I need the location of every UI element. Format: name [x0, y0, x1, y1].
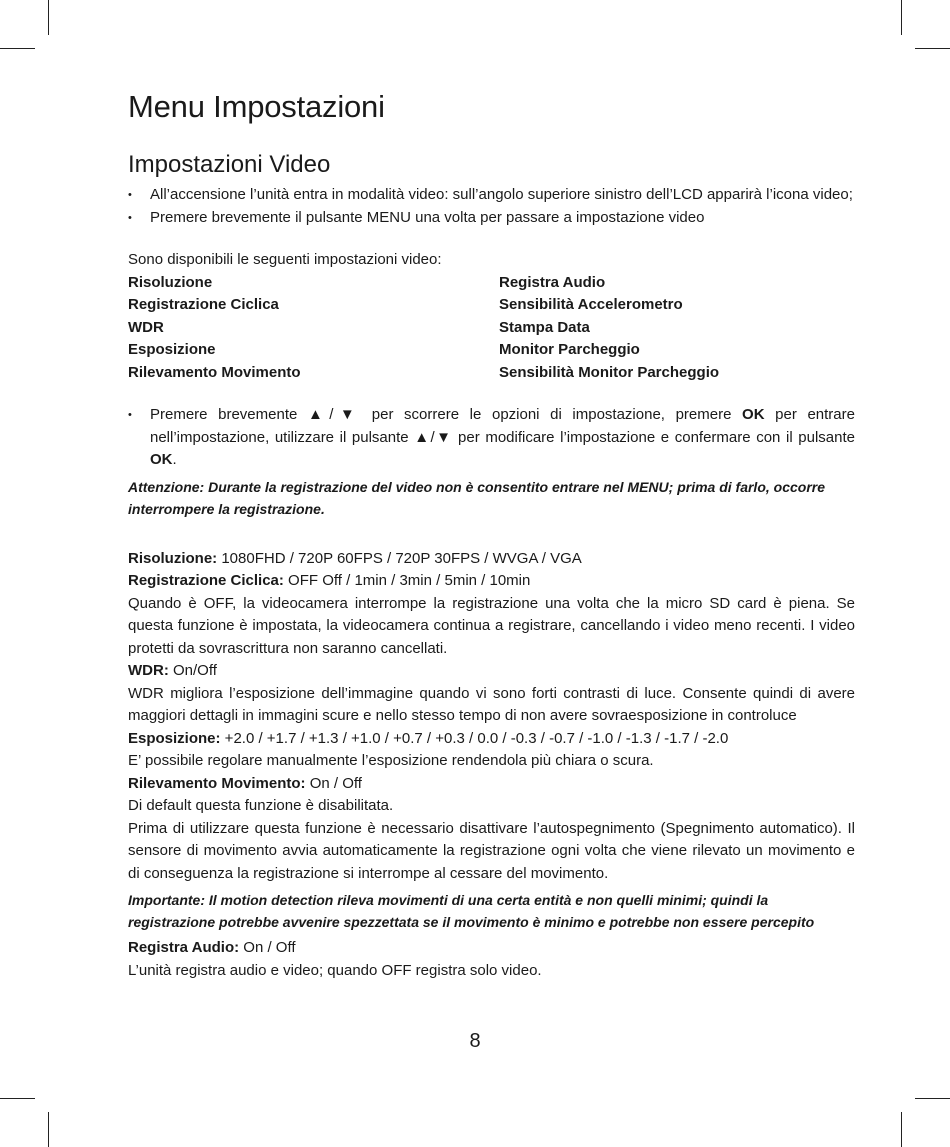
section-title: Impostazioni Video: [128, 151, 331, 178]
crop-mark: [915, 48, 950, 49]
important-note: Importante: Il motion detection rileva movimenti di una certa entità e non quelli minimi; quindi la registrazione potrebbe avvenire spezzettata se il movimento è minimo e potrebbe non essere percepito: [128, 892, 815, 930]
wdr-description: WDR migliora l’esposizione dell’immagine quando vi sono forti contrasti di luce. Consente quindi di avere maggiori dettagli in immagini scure e nello stesso tempo di non avere sovraesposizione in controluce: [128, 684, 855, 724]
crop-mark: [901, 0, 902, 35]
up-down-arrows-icon: ▲/▼: [307, 406, 362, 423]
setting-item: Stampa Data: [499, 318, 590, 336]
nav-instructions: [128, 404, 855, 472]
motion-line: Rilevamento Movimento: On / Off: [128, 774, 362, 792]
setting-item: Monitor Parcheggio: [499, 341, 640, 358]
setting-item: Sensibilità Monitor Parcheggio: [499, 363, 720, 381]
page-title: Menu Impostazioni: [128, 89, 385, 124]
warning-note: Attenzione: Durante la registrazione del video non è consentito entrare nel MENU; prima di farlo, occorre interrompere la registrazione.: [128, 478, 826, 517]
audio-line: Registra Audio: On / Off: [128, 939, 296, 956]
list-item: • Premere brevemente il pulsante MENU una volta per passare a impostazione video: [128, 207, 855, 230]
page-number: 8: [469, 1030, 481, 1052]
resolution-line: Risoluzione: 1080FHD / 720P 60FPS / 720P 30FPS / WVGA / VGA: [128, 549, 582, 567]
crop-mark: [0, 1098, 35, 1099]
setting-item: Esposizione: [128, 341, 216, 358]
exposure-description: E’ possibile regolare manualmente l’esposizione rendendola più chiara o scura.: [128, 752, 654, 769]
crop-mark: [0, 48, 35, 49]
setting-item: Risoluzione: [128, 273, 213, 291]
motion-description: Di default questa funzione è disabilitata.: [128, 797, 394, 814]
up-down-arrows-icon: ▲/▼: [414, 428, 453, 446]
list-item: • Premere brevemente ▲/▼ per scorrere le opzioni di impostazione, premere OK per entrare nell’impostazione, utilizzare il pulsante ▲/▼ per modificare l’impostazione e confermare con il pulsante OK.: [128, 404, 855, 472]
available-label: Sono disponibili le seguenti impostazioni video:: [128, 251, 442, 268]
page-content: [128, 88, 855, 982]
loop-line: Registrazione Ciclica: OFF Off / 1min / 3min / 5min / 10min: [128, 572, 531, 589]
crop-mark: [48, 1112, 49, 1147]
exposure-line: Esposizione: +2.0 / +1.7 / +1.3 / +1.0 / +0.7 / +0.3 / 0.0 / -0.3 / -0.7 / -1.0 / -1.3 / -1.7 / -2.0: [128, 729, 729, 747]
setting-item: Rilevamento Movimento: [128, 363, 301, 381]
setting-item: Registrazione Ciclica: [128, 296, 279, 313]
setting-item: Sensibilità Accelerometro: [499, 296, 683, 313]
loop-description: Quando è OFF, la videocamera interrompe la registrazione una volta che la micro SD card è piena. Se questa funzione è impostata, la videocamera continua a registrare, cancellando i video meno recenti. I video protetti da sovrascrittura non saranno cancellati.: [128, 594, 855, 657]
setting-item: WDR: [128, 318, 164, 336]
intro-list: [128, 184, 855, 229]
crop-mark: [48, 0, 49, 35]
wdr-line: WDR: On/Off: [128, 662, 217, 679]
settings-list: [128, 272, 855, 385]
motion-description: Prima di utilizzare questa funzione è necessario disattivare l’autospegnimento (Spegnimento automatico). Il sensore di movimento avvia automaticamente la registrazione ogni volta che viene rilevato un movimento e di conseguenza la registrazione si interrompe al cessare del movimento.: [128, 819, 855, 882]
setting-item: Registra Audio: [499, 273, 606, 291]
audio-description: L’unità registra audio e video; quando OFF registra solo video.: [128, 961, 542, 979]
crop-mark: [915, 1098, 950, 1099]
crop-mark: [901, 1112, 902, 1147]
list-item: • All’accensione l’unità entra in modalità video: sull’angolo superiore sinistro dell’LCD apparirà l’icona video;: [128, 184, 855, 207]
